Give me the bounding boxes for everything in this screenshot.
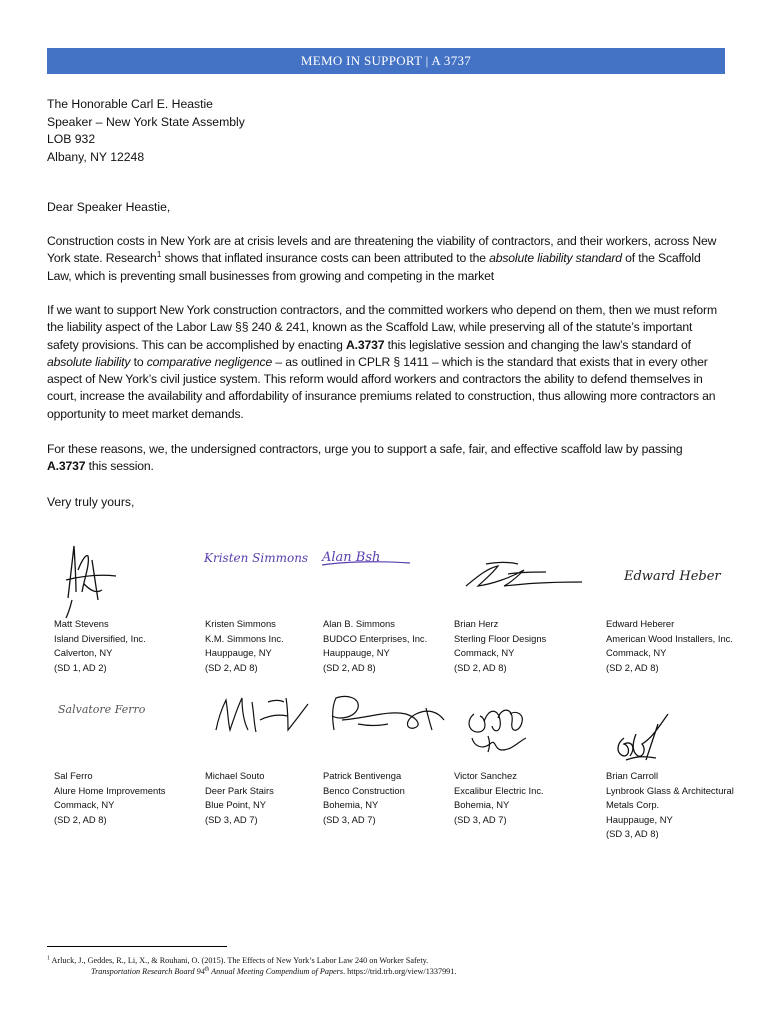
signatory-district: (SD 2, AD 8) (54, 813, 107, 825)
footnote-divider (47, 946, 227, 947)
signatory-company: American Wood Installers, Inc. (606, 632, 733, 644)
signatory-district: (SD 3, AD 7) (323, 813, 376, 825)
signature-text: Salvatore Ferro (58, 703, 146, 716)
signatory-district: (SD 3, AD 7) (205, 813, 258, 825)
body-paragraph-3 (47, 441, 717, 476)
recipient-name: The Honorable Carl E. Heastie (47, 97, 213, 111)
signature-matt-stevens (58, 540, 124, 620)
signature-text: Edward Heber (624, 569, 721, 584)
footnote-number: 1 (47, 955, 50, 962)
signatory-district: (SD 2, AD 8) (323, 661, 376, 673)
recipient-office: LOB 932 (47, 132, 96, 146)
signature-alan-simmons (318, 543, 418, 571)
signatory-name: Kristen Simmons (205, 618, 276, 629)
signatory-district: (SD 2, AD 8) (205, 661, 258, 673)
p1-text-c: of the Scaffold Law, which is preventing small businesses from growing and competing in the market (47, 251, 701, 283)
signatory-block (323, 617, 427, 675)
p3-text-a: For these reasons, we, the undersigned contractors, urge you to support a safe, fair, and effective scaffold law by passing (47, 442, 683, 456)
signatory-block (54, 617, 146, 675)
signatory-district: (SD 2, AD 8) (606, 661, 659, 673)
signatory-company-line2: Metals Corp. (606, 799, 660, 810)
p2-emphasis-2: comparative negligence (146, 354, 273, 369)
signature-patrick-bentivenga (318, 690, 450, 738)
p1-text-a: Construction costs in New York are at crisis levels and are threatening the viability of contractors, and their workers, across New York state. Research (47, 234, 717, 266)
signatory-location: Commack, NY (54, 799, 115, 810)
signatory-block (205, 769, 274, 827)
signatory-district: (SD 1, AD 2) (54, 661, 107, 673)
signatory-location: Bohemia, NY (323, 799, 379, 810)
signatory-company: K.M. Simmons Inc. (205, 632, 284, 644)
signatory-name: Brian Carroll (606, 770, 659, 781)
signatory-name: Victor Sanchez (454, 770, 517, 781)
closing: Very truly yours, (47, 495, 135, 509)
signature-kristen-simmons (200, 545, 320, 569)
footnote-journal-rest: Annual Meeting Compendium of Papers (209, 967, 344, 976)
p2-text-c: to (130, 354, 147, 369)
bill-number: A.3737 (345, 337, 385, 352)
signatory-company: Benco Construction (323, 784, 405, 796)
body-paragraph-1 (47, 233, 717, 285)
signatory-block (54, 769, 166, 827)
signature-brian-herz (458, 558, 588, 592)
signatory-location: Hauppauge, NY (323, 647, 390, 658)
signatory-location: Hauppauge, NY (205, 647, 272, 658)
recipient-city: Albany, NY 12248 (47, 149, 145, 164)
signatory-block (323, 769, 405, 827)
signature-brian-carroll (606, 704, 676, 766)
signatory-location: Bohemia, NY (454, 799, 510, 810)
p3-text-b: this session. (85, 459, 154, 474)
signatory-location: Calverton, NY (54, 647, 113, 658)
salutation: Dear Speaker Heastie, (47, 200, 171, 214)
signatory-name: Edward Heberer (606, 618, 675, 629)
footnote-citation: Arluck, J., Geddes, R., Li, X., & Rouhani, O. (2015). The Effects of New York’s Labor Law 240 on Worker Safety. (49, 956, 429, 965)
signatory-company: Excalibur Electric Inc. (454, 784, 544, 796)
signatory-district: (SD 2, AD 8) (454, 661, 507, 673)
signatory-block (454, 617, 546, 675)
signatory-name: Alan B. Simmons (323, 618, 395, 629)
signature-sal-ferro (54, 696, 164, 722)
p2-text-a: If we want to support New York construction contractors, and the committed workers who depend on them, then we must reform the liability aspect of the Labor Law §§ 240 & 241, known as the Scaffold Law, while preserving all of the statute’s important safety provisions. This can be accomplished by enacting (47, 303, 717, 352)
signature-michael-souto (208, 690, 318, 736)
recipient-title: Speaker – New York State Assembly (47, 114, 245, 129)
footnote (47, 955, 456, 977)
signatory-company: BUDCO Enterprises, Inc. (323, 632, 428, 644)
signatory-district: (SD 3, AD 7) (454, 813, 507, 825)
footnote-ordinal: th (204, 966, 210, 973)
signatory-name: Sal Ferro (54, 770, 93, 781)
signatory-block (606, 769, 734, 842)
p2-text-b: this legislative session and changing the law’s standard of (384, 337, 691, 352)
signatory-name: Patrick Bentivenga (323, 770, 402, 781)
footnote-url: . https://trid.trb.org/view/1337991. (343, 967, 457, 976)
memo-title-banner: MEMO IN SUPPORT | A 3737 (47, 48, 725, 74)
signatory-block (606, 617, 733, 675)
signatory-location: Blue Point, NY (205, 799, 266, 810)
signature-text: Kristen Simmons (204, 551, 309, 565)
signature-text: Alan Bsh (322, 550, 381, 565)
signatory-company: Deer Park Stairs (205, 784, 274, 796)
signature-edward-heberer (620, 562, 750, 590)
signatory-name: Brian Herz (454, 618, 499, 629)
signatory-location: Commack, NY (606, 647, 667, 658)
p2-text-d: – as outlined in CPLR § 1411 – which is the standard that exists that in every other aspect of New York’s civil justice system. This reform would afford workers and contractors the ability to defend themselves in court, increase the availability and affordability of insurance premiums related to construction, thus allowing more contractors an opportunity to meet market demands. (47, 354, 716, 421)
p2-emphasis-1: absolute liability (47, 354, 131, 369)
footnote-ref: 1 (156, 249, 162, 260)
signatory-location: Hauppauge, NY (606, 813, 673, 825)
body-paragraph-2 (47, 302, 717, 423)
signatory-district: (SD 3, AD 8) (606, 828, 659, 839)
signatory-company: Alure Home Improvements (54, 784, 166, 796)
signatory-block (454, 769, 544, 827)
p1-emphasis: absolute liability standard (489, 251, 622, 266)
signatory-name: Matt Stevens (54, 618, 109, 629)
footnote-journal: Transportation Research Board 94 (91, 967, 205, 976)
signatory-company: Sterling Floor Designs (454, 632, 547, 644)
signature-victor-sanchez (460, 698, 536, 760)
recipient-address (47, 96, 245, 166)
p1-text-b: shows that inflated insurance costs can been attributed to the (161, 251, 490, 266)
bill-number: A.3737 (47, 459, 86, 474)
signatory-block (205, 617, 284, 675)
signatory-location: Commack, NY (454, 647, 515, 658)
signatory-company: Island Diversified, Inc. (54, 632, 146, 644)
signatory-company: Lynbrook Glass & Architectural (606, 784, 734, 796)
signatory-name: Michael Souto (205, 770, 265, 781)
